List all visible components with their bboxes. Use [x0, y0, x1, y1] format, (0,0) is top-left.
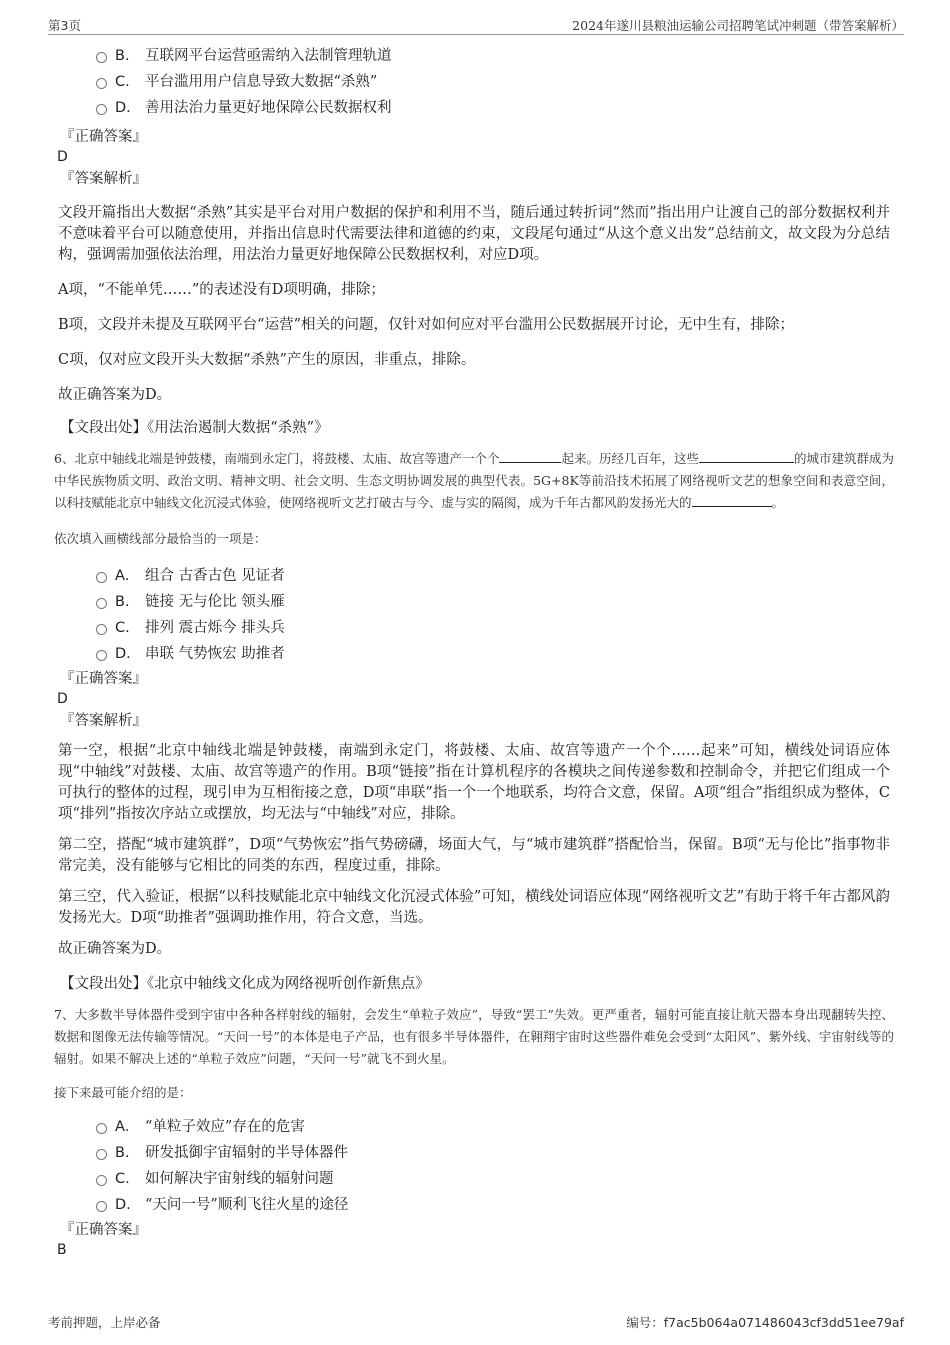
option-b[interactable]: B. 链接 无与伦比 领头雁 — [56, 589, 896, 615]
question-stem: 7、大多数半导体器件受到宇宙中各种各样射线的辐射，会发生“单粒子效应”，导致“罢工”失效。更严重者，辐射可能直接让航天器本身出现翻转失控、数据和图像无法传输等情况。“天问一号”的本体是电子产品，也有很多半导体器件，在翱翔宇宙时这些器件难免会受到“太阳风”、紫外线、宇宙射线等的辐射。如果不解决上述的“单粒子效应”问题，“天问一号”就飞不到火星。 — [54, 1007, 894, 1066]
analysis-paragraph: 第三空，代入验证，根据“以科技赋能北京中轴线文化沉浸式体验”可知，横线处词语应体现“网络视听文艺”有助于将千年古都风韵发扬光大。D项“助推者”强调助推作用，符合文意，当选。 — [58, 889, 890, 926]
question-prompt: 依次填入画横线部分最恰当的一项是： — [54, 531, 267, 546]
analysis-paragraph: 故正确答案为D。 — [58, 387, 172, 403]
q7-options — [56, 1114, 896, 1218]
question-stem: 6、北京中轴线北端是钟鼓楼，南端到永定门，将鼓楼、太庙、故宫等遗产一个个 起来。历经几百年，这些 的城市建筑群成为中华民族物质文明、政治文明、精神文明、社会文明、生态文明协调发展的典型代表。5G+8K等前沿技术拓展了网络视听文艺的想象空间和表意空间，以科技赋能北京中轴线文化沉浸式体验，使网络视听文艺打破古与今、虚与实的隔阂，成为千年古都风韵发扬光大的 。 — [54, 451, 894, 510]
analysis-label: 『答案解析』 — [60, 713, 147, 729]
source-citation: 【文段出处】《北京中轴线文化成为网络视听创作新焦点》 — [60, 976, 430, 992]
analysis-paragraph: C项，仅对应文段开头大数据“杀熟”产生的原因，非重点，排除。 — [58, 352, 476, 368]
q5-options — [56, 43, 896, 121]
radio-icon[interactable] — [96, 624, 107, 635]
analysis-label: 『答案解析』 — [60, 171, 147, 187]
document-title: 2024年遂川县粮油运输公司招聘笔试冲刺题（带答案解析） — [572, 18, 904, 33]
option-d[interactable]: D. “天问一号”顺利飞往火星的途径 — [56, 1192, 896, 1218]
radio-icon[interactable] — [96, 572, 107, 583]
page-content — [56, 40, 896, 1260]
analysis-paragraph: 故正确答案为D。 — [58, 941, 172, 957]
document-code: 编号：f7ac5b064a071486043cf3dd51ee79af — [626, 1315, 904, 1330]
option-b[interactable]: B. 研发抵御宇宙辐射的半导体器件 — [56, 1140, 896, 1166]
analysis-paragraph: B项，文段并未提及互联网平台“运营”相关的问题，仅针对如何应对平台滥用公民数据展开讨论，无中生有，排除； — [58, 317, 794, 333]
radio-icon[interactable] — [96, 104, 107, 115]
option-c[interactable]: C. 排列 震古烁今 排头兵 — [56, 615, 896, 641]
radio-icon[interactable] — [96, 598, 107, 609]
option-b[interactable]: B. 互联网平台运营亟需纳入法制管理轨道 — [56, 43, 896, 69]
source-citation: 【文段出处】《用法治遏制大数据“杀熟”》 — [60, 420, 329, 436]
radio-icon[interactable] — [96, 1201, 107, 1212]
radio-icon[interactable] — [96, 650, 107, 661]
radio-icon[interactable] — [96, 78, 107, 89]
question-prompt: 接下来最可能介绍的是： — [54, 1085, 192, 1100]
option-c[interactable]: C. 平台滥用用户信息导致大数据“杀熟” — [56, 69, 896, 95]
analysis-paragraph: A项，“不能单凭……”的表述没有D项明确，排除； — [58, 282, 385, 298]
fill-blank — [692, 494, 772, 507]
page-number: 第3页 — [48, 18, 81, 33]
option-a[interactable]: A． “单粒子效应”存在的危害 — [56, 1114, 896, 1140]
radio-icon[interactable] — [96, 52, 107, 63]
option-c[interactable]: C. 如何解决宇宙射线的辐射问题 — [56, 1166, 896, 1192]
radio-icon[interactable] — [96, 1123, 107, 1134]
q6-options — [56, 563, 896, 667]
radio-icon[interactable] — [96, 1149, 107, 1160]
answer-label: 『正确答案』 — [60, 671, 147, 687]
option-a[interactable]: A． 组合 古香古色 见证者 — [56, 563, 896, 589]
answer-value: B — [57, 1242, 67, 1258]
footer-slogan: 考前押题，上岸必备 — [48, 1315, 161, 1330]
analysis-paragraph: 文段开篇指出大数据“杀熟”其实是平台对用户数据的保护和利用不当，随后通过转折词“然而”指出用户让渡自己的部分数据权利并不意味着平台可以随意使用，并指出信息时代需要法律和道德的约束，文段尾句通过“从这个意义出发”总结前文，故文段为分总结构，强调需加强依法治理，用法治力量更好地保障公民数据权利，对应D项。 — [58, 205, 890, 263]
answer-label: 『正确答案』 — [60, 129, 147, 145]
answer-label: 『正确答案』 — [60, 1222, 147, 1238]
analysis-paragraph: 第二空，搭配“城市建筑群”，D项“气势恢宏”指气势磅礴，场面大气，与“城市建筑群”搭配恰当，保留。B项“无与伦比”指事物非常完美，没有能够与它相比的同类的东西，程度过重，排除。 — [58, 837, 890, 874]
answer-value: D — [57, 149, 68, 165]
page-header — [48, 14, 904, 35]
fill-blank — [699, 450, 794, 463]
fill-blank — [499, 450, 561, 463]
radio-icon[interactable] — [96, 1175, 107, 1186]
option-d[interactable]: D. 串联 气势恢宏 助推者 — [56, 641, 896, 667]
analysis-paragraph: 第一空，根据“北京中轴线北端是钟鼓楼，南端到永定门，将鼓楼、太庙、故宫等遗产一个个……起来”可知，横线处词语应体现“中轴线”对鼓楼、太庙、故宫等遗产的作用。B项“链接”指在计算机程序的各模块之间传递参数和控制命令，并把它们组成一个可执行的整体的过程，现引申为互相衔接之意，D项“串联”指一个一个地联系，均符合文意，保留。A项“组合”指组织成为整体，C项“排列”指按次序站立或摆放，均无法与“中轴线”对应，排除。 — [58, 743, 890, 822]
option-d[interactable]: D. 善用法治力量更好地保障公民数据权利 — [56, 95, 896, 121]
answer-value: D — [57, 691, 68, 707]
